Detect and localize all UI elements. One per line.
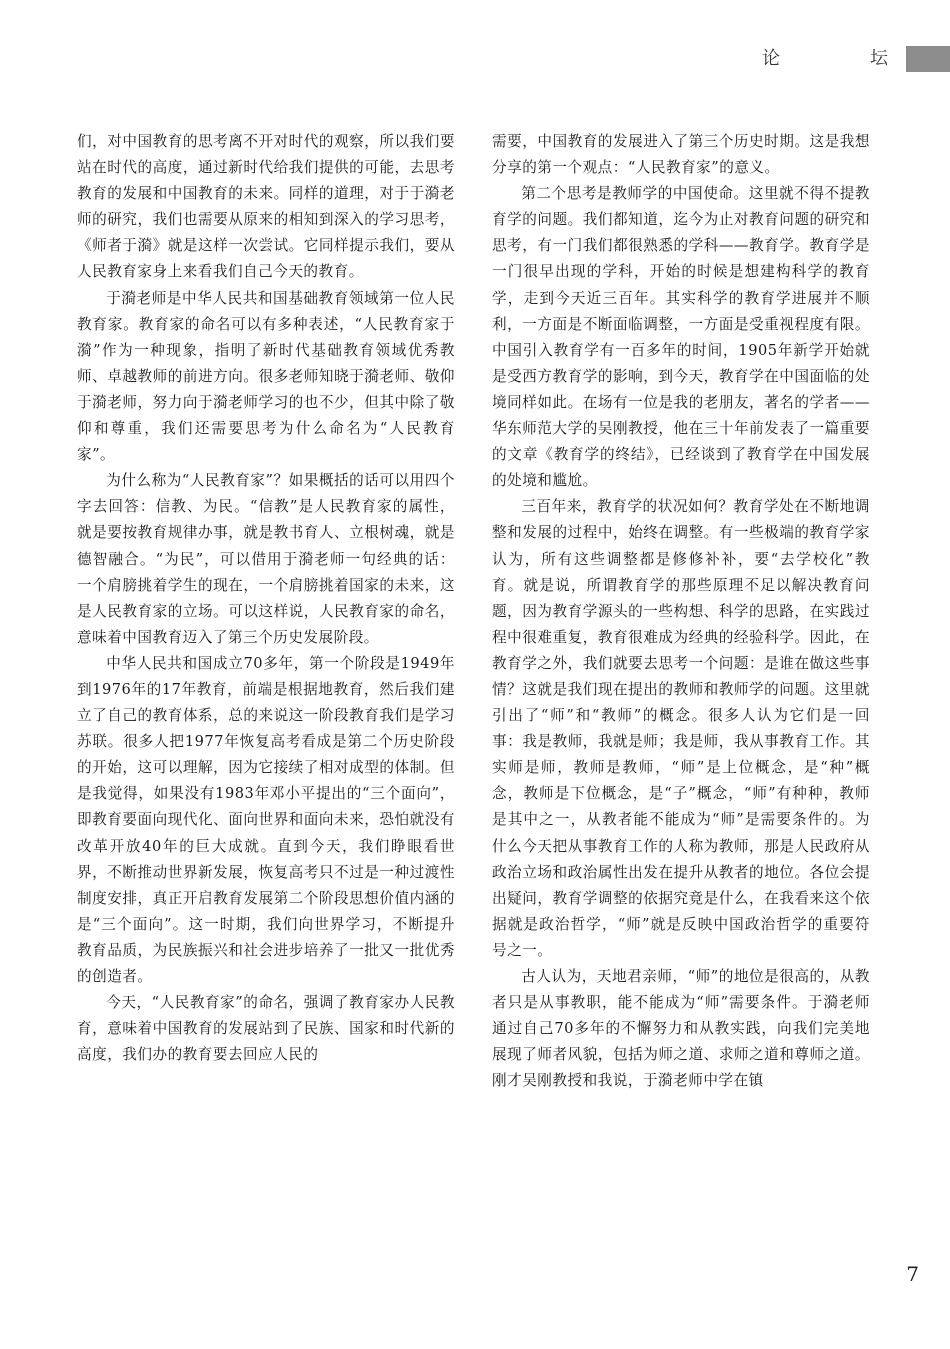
paragraph: 中华人民共和国成立70多年，第一个阶段是1949年到1976年的17年教育，前端是根据地教育，然后我们建立了自己的教育体系，总的来说这一阶段教育我们是学习苏联。很多人把1977年恢复高考看成是第二个历史阶段的开始，这可以理解，因为它接续了相对成型的体制。但是我觉得，如果没有1983年邓小平提出的“三个面向”，即教育要面向现代化、面向世界和面向未来，恐怕就没有改革开放40年的巨大成就。直到今天，我们睁眼看世界，不断推动世界新发展，恢复高考只不过是一种过渡性制度安排，真正开启教育发展第二个阶段思想价值内涵的是“三个面向”。这一时期，我们向世界学习，不断提升教育品质，为民族振兴和社会进步培养了一批又一批优秀的创造者。 — [77, 654, 455, 985]
section-title-char-2: 坛 — [870, 48, 888, 69]
header-bar — [906, 46, 950, 72]
paragraph: 于漪老师是中华人民共和国基础教育领域第一位人民教育家。教育家的命名可以有多种表述，“人民教育家于漪”作为一种现象，指明了新时代基础教育领域优秀教师、卓越教师的前进方向。很多老师知晓于漪老师、敬仰于漪老师，努力向于漪老师学习的也不少，但其中除了敬仰和尊重，我们还需要思考为什么命名为“人民教育家”。 — [77, 289, 455, 464]
left-column — [77, 129, 455, 1068]
paragraph: 三百年来，教育学的状况如何？教育学处在不断地调整和发展的过程中，始终在调整。有一些极端的教育学家认为，所有这些调整都是修修补补，要“去学校化”教育。就是说，所谓教育学的那些原理不足以解决教育问题，因为教育学源头的一些构想、科学的思路，在实践过程中很难重复，教育很难成为经典的经验科学。因此，在教育学之外，我们就要去思考一个问题：是谁在做这些事情？这就是我们现在提出的教师和教师学的问题。这里就引出了“师”和“教师”的概念。很多人认为它们是一回事：我是教师，我就是师；我是师，我从事教育工作。其实师是师，教师是教师，“师”是上位概念，是“种”概念，教师是下位概念，是“子”概念，“师”有种种，教师是其中之一，从教者能不能成为“师”是需要条件的。为什么今天把从事教育工作的人称为教师，那是人民政府从政治立场和政治属性出发在提升从教者的地位。各位会提出疑问，教育学调整的依据究竟是什么，在我看来这个依据就是政治哲学，“师”就是反映中国政治哲学的重要符号之一。 — [492, 498, 870, 959]
paragraph: 需要，中国教育的发展进入了第三个历史时期。这是我想分享的第一个观点：“人民教育家”的意义。 — [492, 133, 870, 177]
paragraph: 为什么称为“人民教育家”？如果概括的话可以用四个字去回答：信教、为民。“信教”是人民教育家的属性，就是要按教育规律办事，就是教书育人、立根树魂，就是德智融合。“为民”，可以借用于漪老师一句经典的话：一个肩膀挑着学生的现在，一个肩膀挑着国家的未来，这是人民教育家的立场。可以这样说，人民教育家的命名，意味着中国教育迈入了第三个历史发展阶段。 — [77, 472, 455, 646]
page-number: 7 — [906, 1262, 919, 1286]
paragraph: 第二个思考是教师学的中国使命。这里就不得不提教育学的问题。我们都知道，迄今为止对教育问题的研究和思考，有一门我们都很熟悉的学科——教育学。教育学是一门很早出现的学科，开始的时候是想建构科学的教育学，走到今天近三百年。其实科学的教育学进展并不顺利，一方面是不断面临调整，一方面是受重视程度有限。中国引入教育学有一百多年的时间，1905年新学开始就是受西方教育学的影响，到今天，教育学在中国面临的处境同样如此。在场有一位是我的老朋友，著名的学者——华东师范大学的吴刚教授，他在三十年前发表了一篇重要的文章《教育学的终结》，已经谈到了教育学在中国发展的处境和尴尬。 — [492, 185, 870, 490]
paragraph: 今天，“人民教育家”的命名，强调了教育家办人民教育，意味着中国教育的发展站到了民族、国家和时代新的高度，我们办的教育要去回应人民的 — [77, 994, 455, 1064]
section-title-char-1: 论 — [762, 48, 780, 69]
paragraph: 古人认为，天地君亲师，“师”的地位是很高的，从教者只是从事教职，能不能成为“师”需要条件。于漪老师通过自己70多年的不懈努力和从教实践，向我们完美地展现了师者风貌，包括为师之道、求师之道和尊师之道。刚才吴刚教授和我说，于漪老师中学在镇 — [492, 968, 870, 1090]
right-column — [492, 129, 870, 1094]
paragraph: 们，对中国教育的思考离不开对时代的观察，所以我们要站在时代的高度，通过新时代给我们提供的可能，去思考教育的发展和中国教育的未来。同样的道理，对于于漪老师的研究，我们也需要从原来的相知到深入的学习思考，《师者于漪》就是这样一次尝试。它同样提示我们，要从人民教育家身上来看我们自己今天的教育。 — [77, 133, 455, 281]
